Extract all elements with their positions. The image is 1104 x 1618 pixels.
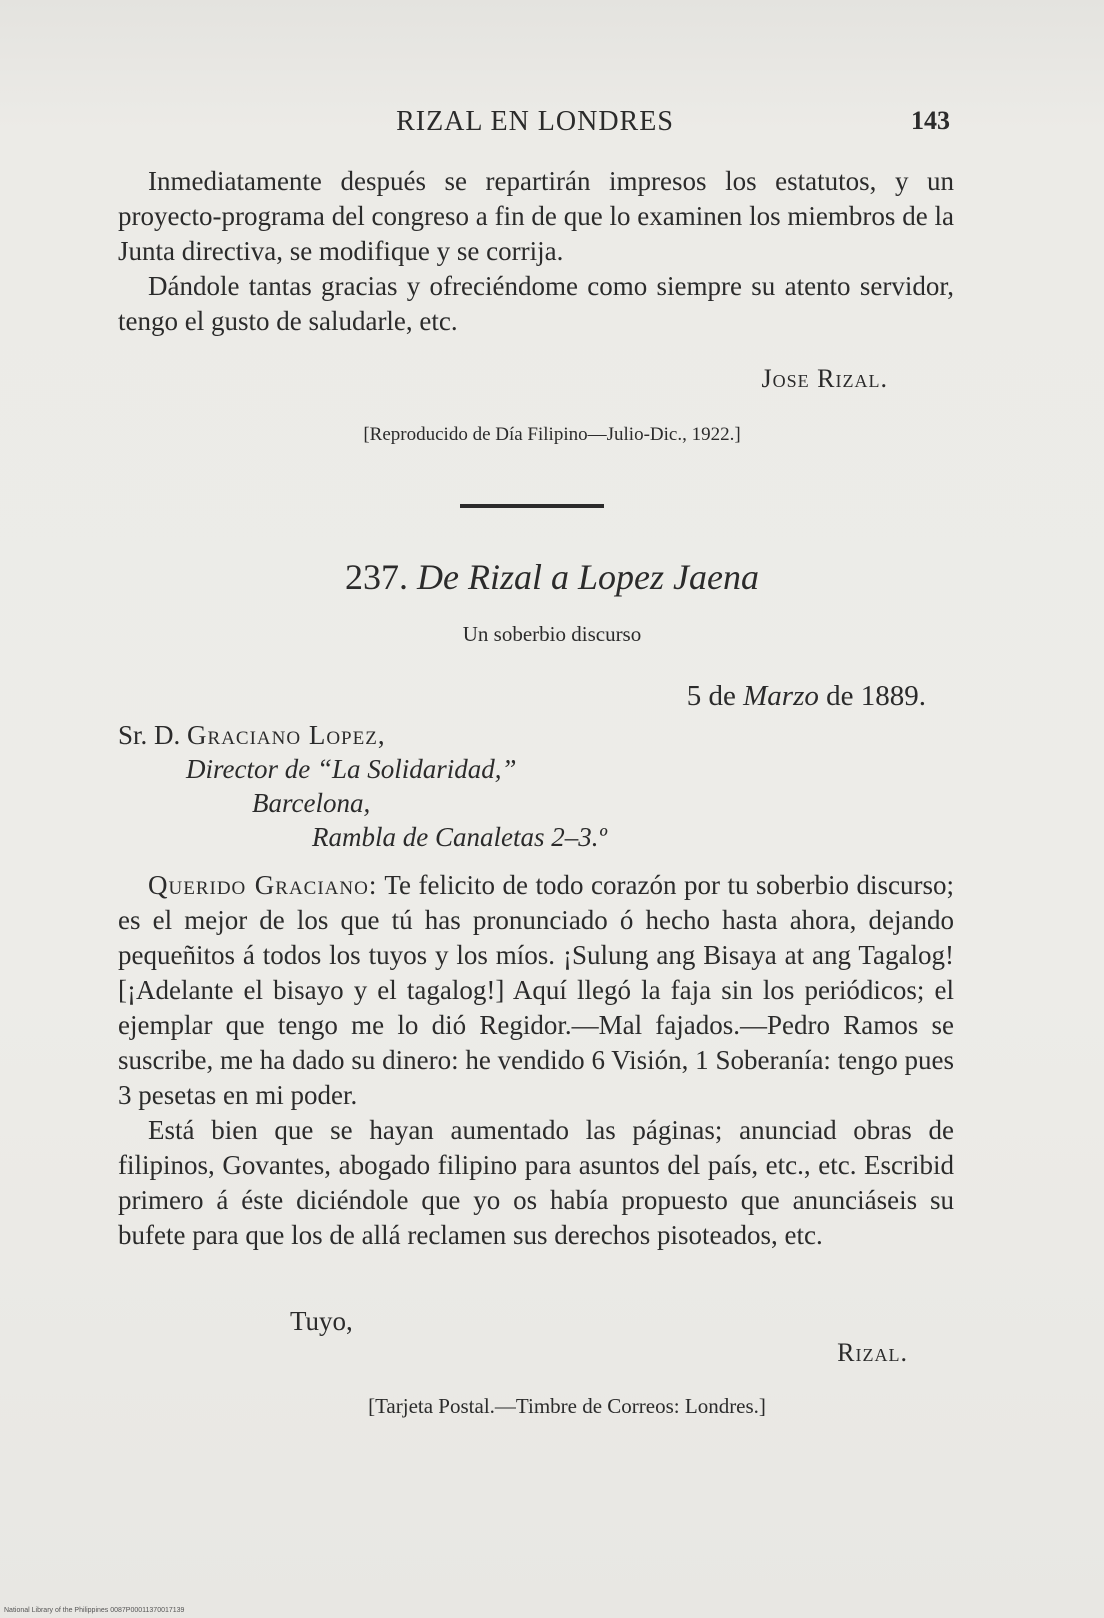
previous-letter-source-note: [Reproducido de Día Filipino—Julio-Dic., 1922.] (363, 424, 741, 445)
address-line-2: Director de “La Solidaridad,” (186, 754, 517, 784)
date-month: Marzo (743, 680, 819, 712)
page-number: 143 (911, 106, 950, 135)
section-divider (460, 504, 604, 508)
letter-subtitle: Un soberbio discurso (462, 622, 642, 646)
previous-letter-body (118, 164, 954, 339)
previous-letter-signature: Jose Rizal. (761, 364, 888, 393)
letter-date (687, 680, 926, 713)
letter-title-text: De Rizal a Lopez Jaena (417, 557, 759, 597)
address-name: Graciano Lopez, (187, 720, 386, 750)
address-title: Sr. D. (118, 720, 181, 750)
letter-paragraph-1-text: Te felicito de todo corazón por tu soberbio discurso; es el mejor de los que tú has pronunciado ó hecho hasta ahora, dejando pequeñitos á todos los tuyos y los míos. ¡Sulung ang Bisaya at ang Tagalog! [¡Adelante el bisayo y el tagalog!] Aquí llegó la faja sin los periódicos; el ejemplar que tengo me lo dió Regidor.—Mal fajados.—Pedro Ramos se suscribe, me ha dado su dinero: he vendido 6 Visión, 1 Soberanía: tengo pues 3 pesetas en mi poder. (118, 870, 954, 1110)
address-line-3: Barcelona, (252, 788, 371, 818)
letter-paragraph-1 (118, 868, 954, 1113)
running-head: RIZAL EN LONDRES (396, 106, 674, 137)
address-line-4: Rambla de Canaletas 2–3.º (312, 822, 607, 852)
salutation: Querido Graciano: (148, 870, 378, 900)
address-line-1 (118, 720, 386, 751)
letter-signature: Rizal. (837, 1338, 908, 1367)
letter-paragraph-2: Está bien que se hayan aumentado las páginas; anunciad obras de filipinos, Govantes, abogado filipino para asuntos del país, etc., etc. Escribid primero á éste diciéndole que yo os había propuesto que anunciáseis su bufete para que los de allá reclamen sus derechos pisoteados, etc. (118, 1115, 954, 1250)
page-header (120, 106, 950, 146)
previous-letter-paragraph-2: Dándole tantas gracias y ofreciéndome como siempre su atento servidor, tengo el gusto de saludarle, etc. (118, 271, 954, 336)
letter-source-note: [Tarjeta Postal.—Timbre de Correos: Londres.] (368, 1394, 766, 1418)
scan-footer-label: National Library of the Philippines 0087P00011370017139 (4, 1607, 185, 1614)
letter-closing: Tuyo, (290, 1306, 353, 1336)
date-day: 5 de (686, 680, 736, 712)
previous-letter-paragraph-1: Inmediatamente después se repartirán impresos los estatutos, y un proyecto-programa del congreso a fin de que lo examinen los miembros de la Junta directiva, se modifique y se corrija. (118, 166, 954, 266)
date-year: de 1889. (826, 680, 926, 712)
letter-body (118, 868, 954, 1253)
letter-number: 237. (345, 557, 409, 597)
letter-title (0, 556, 1104, 598)
